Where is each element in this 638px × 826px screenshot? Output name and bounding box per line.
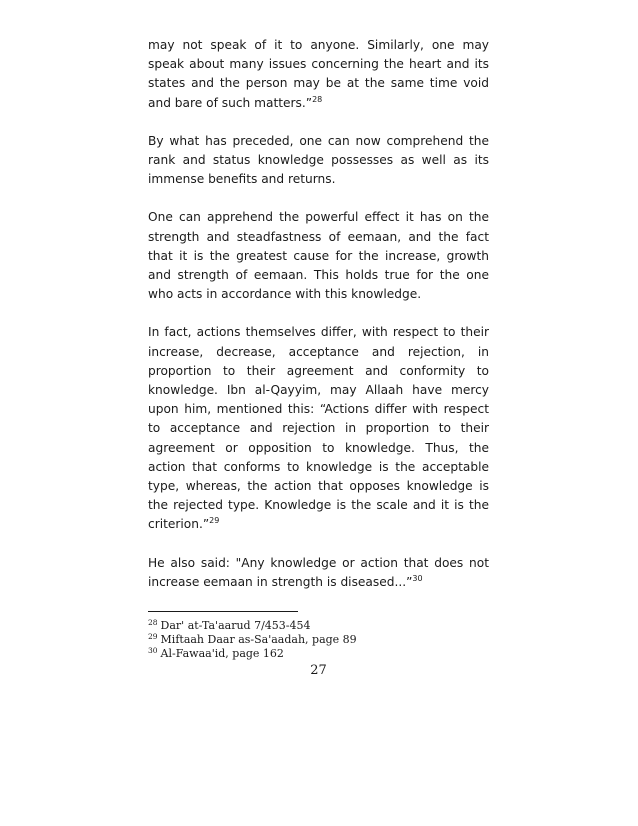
paragraph-text: In fact, actions themselves differ, with respect to their increase, decrease, acceptance and rejection, in proportion to their agreement and conformity to knowledge. Ibn al-Qayyim, may Allaah have mercy upon him, mentioned this: “Actions differ with respect to acceptance and rejection in proportion to their agreement or opposition to knowledge. Thus, the action that conforms to knowledge is the acceptable type, whereas, the action that opposes knowledge is the rejected type. Knowledge is the scale and it is the criterion.”: [148, 325, 489, 532]
footnote-ref: 28: [312, 94, 323, 104]
page-number: 27: [310, 663, 327, 679]
footnote: [148, 647, 489, 661]
footnote-text: Al-Fawaa'id, page 162: [160, 647, 284, 661]
footnote-ref: 29: [209, 516, 220, 526]
body-paragraph: [148, 132, 489, 190]
footnote-number: 29: [148, 632, 158, 642]
paragraph-text: One can apprehend the powerful effect it has on the strength and steadfastness of eemaan, and the fact that it is the greatest cause for the increase, growth and strength of eemaan. This holds true for the one who acts in accordance with this knowledge.: [148, 210, 489, 302]
footnote-ref: 30: [412, 573, 423, 583]
body-paragraph: [148, 323, 489, 534]
body-paragraph: [148, 36, 489, 113]
footnote-text: Miftaah Daar as-Sa'aadah, page 89: [160, 633, 357, 647]
paragraph-text: By what has preceded, one can now comprehend the rank and status knowledge possesses as well as its immense benefits and returns.: [148, 133, 489, 187]
footnote-number: 28: [148, 618, 158, 628]
paragraph-text: He also said: "Any knowledge or action that does not increase eemaan in strength is diseased...”: [148, 555, 489, 589]
footnote: [148, 633, 489, 647]
paragraph-text: may not speak of it to anyone. Similarly, one may speak about many issues concerning the heart and its states and the person may be at the same time void and bare of such matters.”: [148, 38, 489, 110]
footnote: [148, 619, 489, 633]
footnote-number: 30: [148, 646, 158, 656]
body-paragraph: [148, 554, 489, 592]
page-content: [148, 36, 489, 678]
footnote-divider: [148, 611, 298, 612]
footnote-text: Dar' at-Ta'aarud 7/453-454: [160, 619, 311, 633]
body-paragraph: [148, 208, 489, 304]
